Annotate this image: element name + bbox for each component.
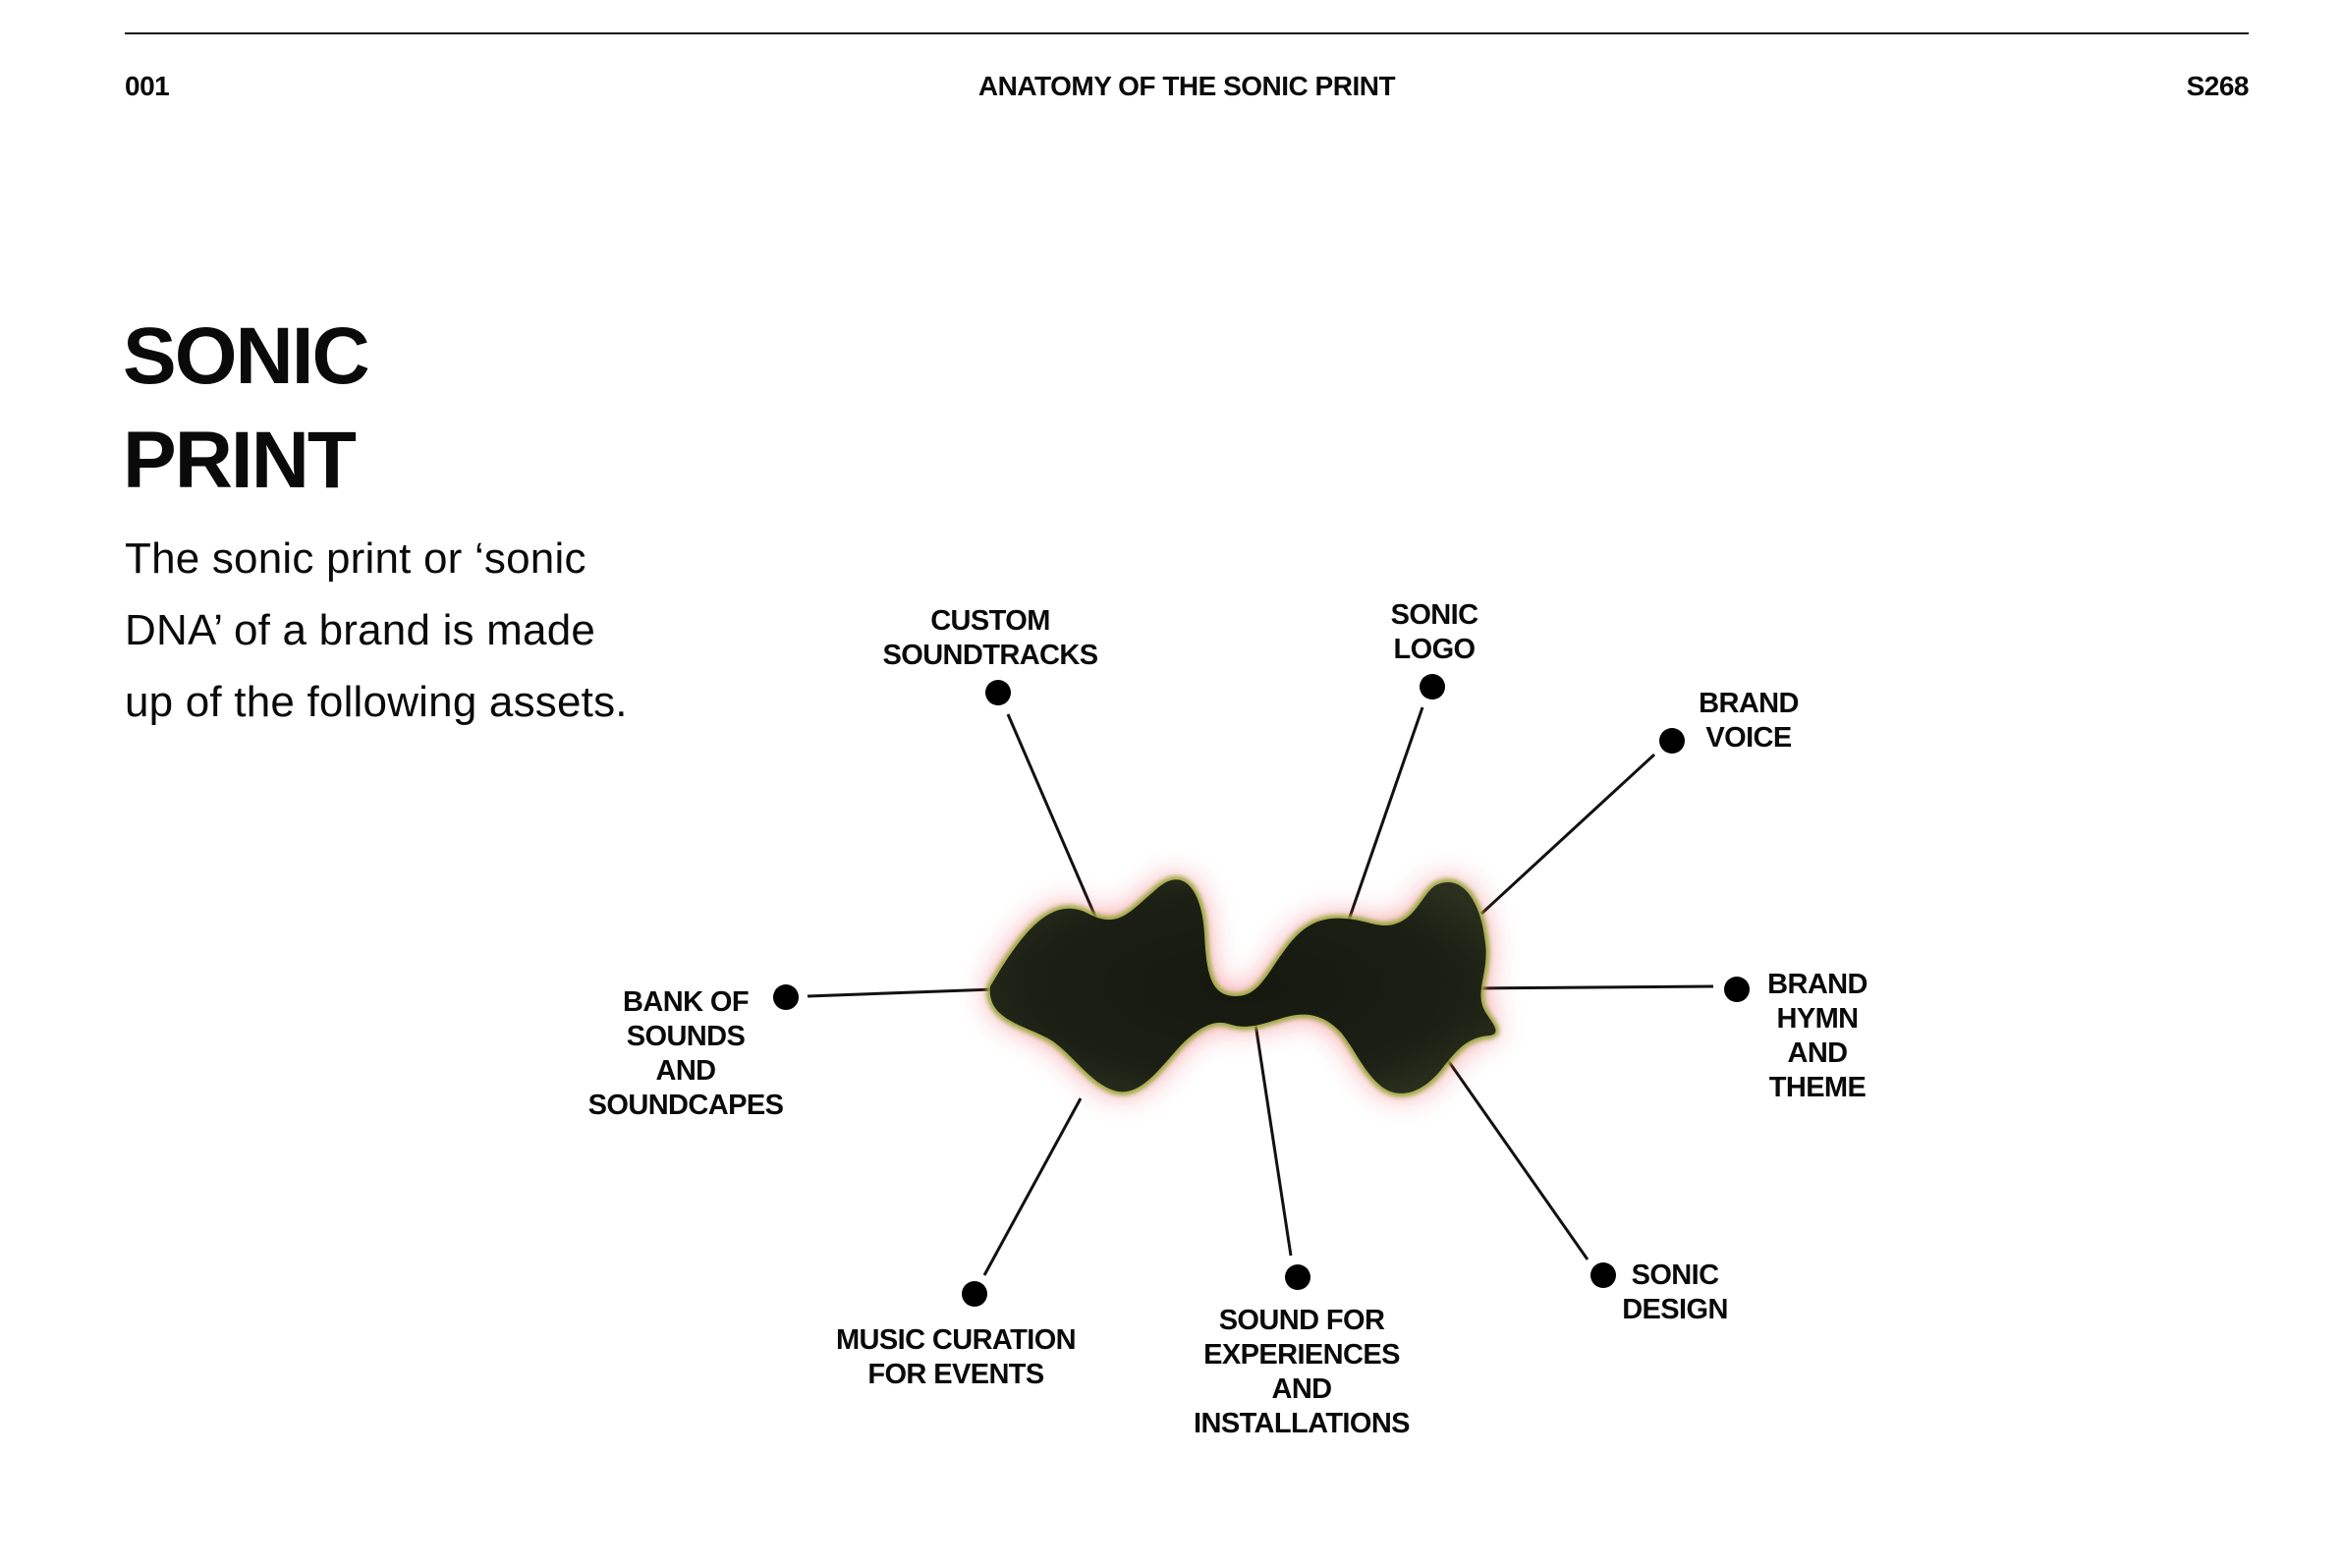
blob-body xyxy=(990,879,1496,1093)
connector-custom-soundtracks xyxy=(1008,714,1098,924)
section-title: ANATOMY OF THE SONIC PRINT xyxy=(977,71,1396,101)
label-custom-soundtracks: CUSTOM SOUNDTRACKS xyxy=(882,605,1098,671)
page-title-line-2: PRINT xyxy=(123,416,355,505)
connector-sonic-logo xyxy=(1346,707,1422,928)
node-sound-for-experiences xyxy=(1285,1264,1310,1290)
connector-sound-for-experiences xyxy=(1255,1024,1291,1256)
intro-paragraph: The sonic print or ‘sonic DNA’ of a brand is made up of the following assets. xyxy=(125,534,628,726)
connector-brand-voice xyxy=(1481,755,1654,914)
label-sonic-design: SONIC DESIGN xyxy=(1622,1260,1728,1325)
label-sound-for-experiences: SOUND FOR EXPERIENCES AND INSTALLATIONS xyxy=(1194,1305,1410,1439)
label-music-curation: MUSIC CURATION FOR EVENTS xyxy=(836,1324,1076,1390)
label-bank-of-sounds: BANK OF SOUNDS AND SOUNDCAPES xyxy=(587,986,784,1121)
connector-brand-hymn xyxy=(1474,986,1713,988)
page-number: 001 xyxy=(125,71,170,101)
label-brand-voice: BRAND VOICE xyxy=(1699,688,1799,754)
connector-music-curation xyxy=(984,1098,1081,1275)
connector-sonic-design xyxy=(1440,1049,1588,1260)
page-code: S268 xyxy=(2186,71,2249,101)
connector-bank-of-sounds xyxy=(808,989,994,996)
node-music-curation xyxy=(962,1281,987,1307)
sonic-print-blob xyxy=(990,879,1496,1093)
label-brand-hymn: BRAND HYMN AND THEME xyxy=(1767,969,1868,1103)
node-custom-soundtracks xyxy=(985,680,1011,705)
page-title-line-1: SONIC xyxy=(123,311,368,401)
node-sonic-logo xyxy=(1420,674,1445,700)
label-sonic-logo: SONIC LOGO xyxy=(1390,599,1478,665)
